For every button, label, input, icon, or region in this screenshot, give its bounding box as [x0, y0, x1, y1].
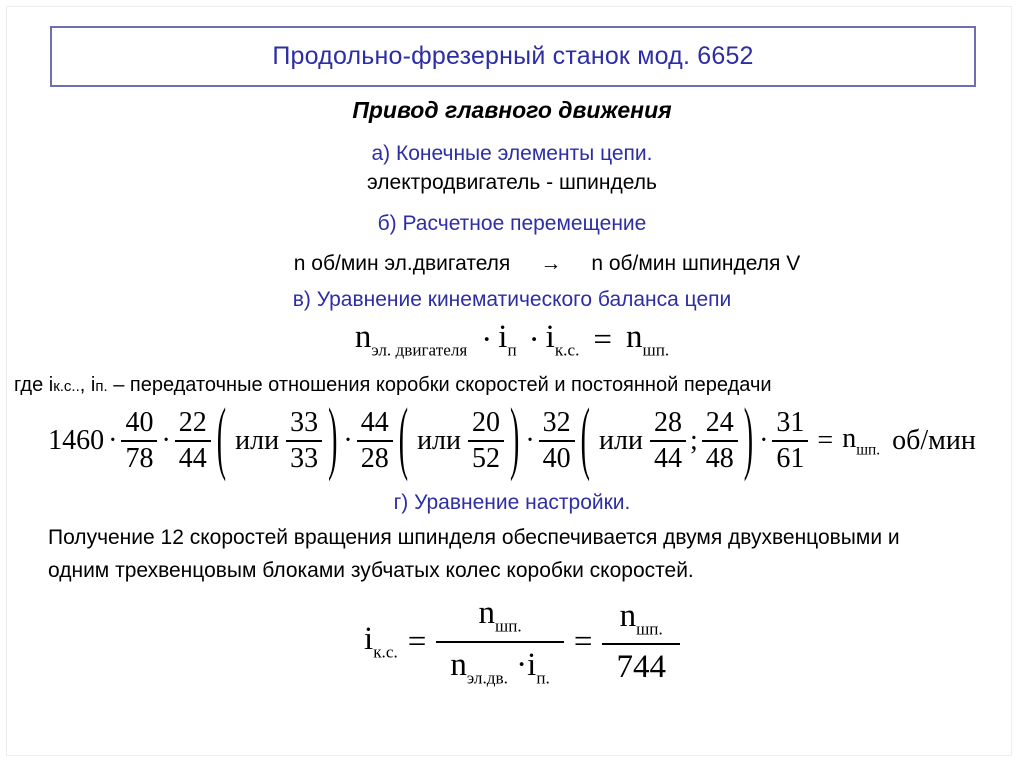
equals-sign: = [407, 623, 427, 660]
where-suffix: – передаточные отношения коробки скоростей и постоянной передачи [107, 374, 772, 396]
balance-equation [0, 312, 1024, 368]
subtitle: Привод главного движения [352, 97, 672, 123]
open-paren: ( [216, 394, 227, 485]
tuning-equation [10, 590, 1024, 694]
tuning-i-ks: $i_{к.с.}$ [364, 621, 398, 662]
open-paren: ( [398, 394, 409, 485]
where-sub-ks: к.с.. [53, 378, 80, 395]
where-sub-p: п. [95, 378, 108, 395]
where-mid: , i [79, 374, 96, 396]
spindle-speed-label: n об/мин шпинделя V [591, 252, 801, 275]
multiply-dot: · [528, 321, 540, 358]
calculated-displacement-line [35, 252, 1024, 276]
fraction-31-61: $\frac{31}{61}$ [772, 409, 808, 473]
multiply-dot: · [759, 425, 769, 456]
main-equation [0, 396, 1024, 486]
or-label: или [417, 425, 462, 456]
eq-i-p: $i_п$ [498, 319, 517, 360]
tuning-frac2-denominator: 744 [602, 643, 680, 684]
tuning-fraction-2 [602, 597, 680, 686]
where-note [14, 374, 772, 397]
tuning-frac1-numerator: $n_{шп.}$ [478, 595, 522, 636]
fraction-20-52: $\frac{20}{52}$ [468, 409, 504, 473]
paragraph-line-1: Получение 12 скоростей вращения шпинделя обеспечивается двумя двухвенцовыми и [48, 526, 900, 549]
tuning-i-ks-sub: к.с. [373, 642, 398, 662]
paragraph-line-2: одним трехвенцовым блоками зубчатых колес коробки скоростей. [48, 559, 694, 582]
section-a-heading: а) Конечные элементы цепи. [371, 142, 653, 165]
equals-sign: = [573, 623, 593, 660]
section-a-body: электродвигатель - шпиндель [367, 171, 657, 194]
section-b-heading: б) Расчетное перемещение [377, 212, 647, 235]
fraction-28-44: $\frac{28}{44}$ [650, 409, 686, 473]
fraction-44-28: $\frac{44}{28}$ [357, 409, 393, 473]
tuning-frac2-numerator: $n_{шп.}$ [619, 597, 663, 639]
tuning-frac1-denominator: $n_{эл.дв.} \cdot i_{п.}$ [436, 641, 563, 687]
coefficient: 1460 [48, 425, 105, 456]
fraction-32-40: $\frac{32}{40}$ [539, 409, 575, 473]
eq-i-ks-sub: к.с. [554, 340, 580, 360]
result-n-spindle-sub: шп. [856, 441, 881, 459]
multiply-dot: · [343, 425, 353, 456]
multiply-dot: · [108, 425, 118, 456]
motor-speed-label: n об/мин эл.двигателя [293, 252, 511, 275]
equals-sign: = [817, 425, 834, 456]
multiply-dot: · [161, 425, 171, 456]
eq-n-motor-sub: эл. двигателя [371, 340, 468, 360]
or-label: или [599, 425, 643, 456]
arrow-icon: → [540, 252, 562, 275]
fraction-40-78: $\frac{40}{78}$ [121, 409, 157, 473]
page-title: Продольно-фрезерный станок мод. 6652 [272, 42, 754, 70]
fraction-33-33: $\frac{33}{33}$ [286, 409, 322, 473]
section-g-heading: г) Уравнение настройки. [393, 491, 631, 514]
eq-n-spindle-sub: шп. [642, 340, 670, 360]
result-n-spindle: $n_{шп.}$ [842, 422, 881, 459]
fraction-22-44: $\frac{22}{44}$ [175, 409, 211, 473]
section-v-heading: в) Уравнение кинематического баланса цепи [292, 288, 732, 311]
semicolon: ; [689, 425, 698, 456]
close-paren: ) [510, 394, 520, 485]
where-prefix: где i [14, 374, 54, 396]
section-g-paragraph [48, 521, 988, 587]
multiply-dot: · [525, 425, 535, 456]
eq-i-ks: $i_{к.с.}$ [545, 319, 580, 360]
eq-i-p-sub: п [507, 340, 517, 360]
fraction-24-48: $\frac{24}{48}$ [702, 409, 738, 473]
tuning-fraction-1 [436, 597, 563, 686]
close-paren: ) [328, 394, 338, 485]
eq-n-motor: $n_{эл. двигателя}$ [354, 319, 468, 360]
title-box [50, 26, 976, 87]
eq-n-spindle: $n_{шп.}$ [625, 319, 670, 360]
equals-sign: = [593, 321, 612, 358]
multiply-dot: · [481, 321, 493, 358]
or-label: или [235, 425, 280, 456]
close-paren: ) [743, 394, 754, 485]
units-label: об/мин [892, 425, 976, 456]
open-paren: ( [580, 394, 590, 485]
